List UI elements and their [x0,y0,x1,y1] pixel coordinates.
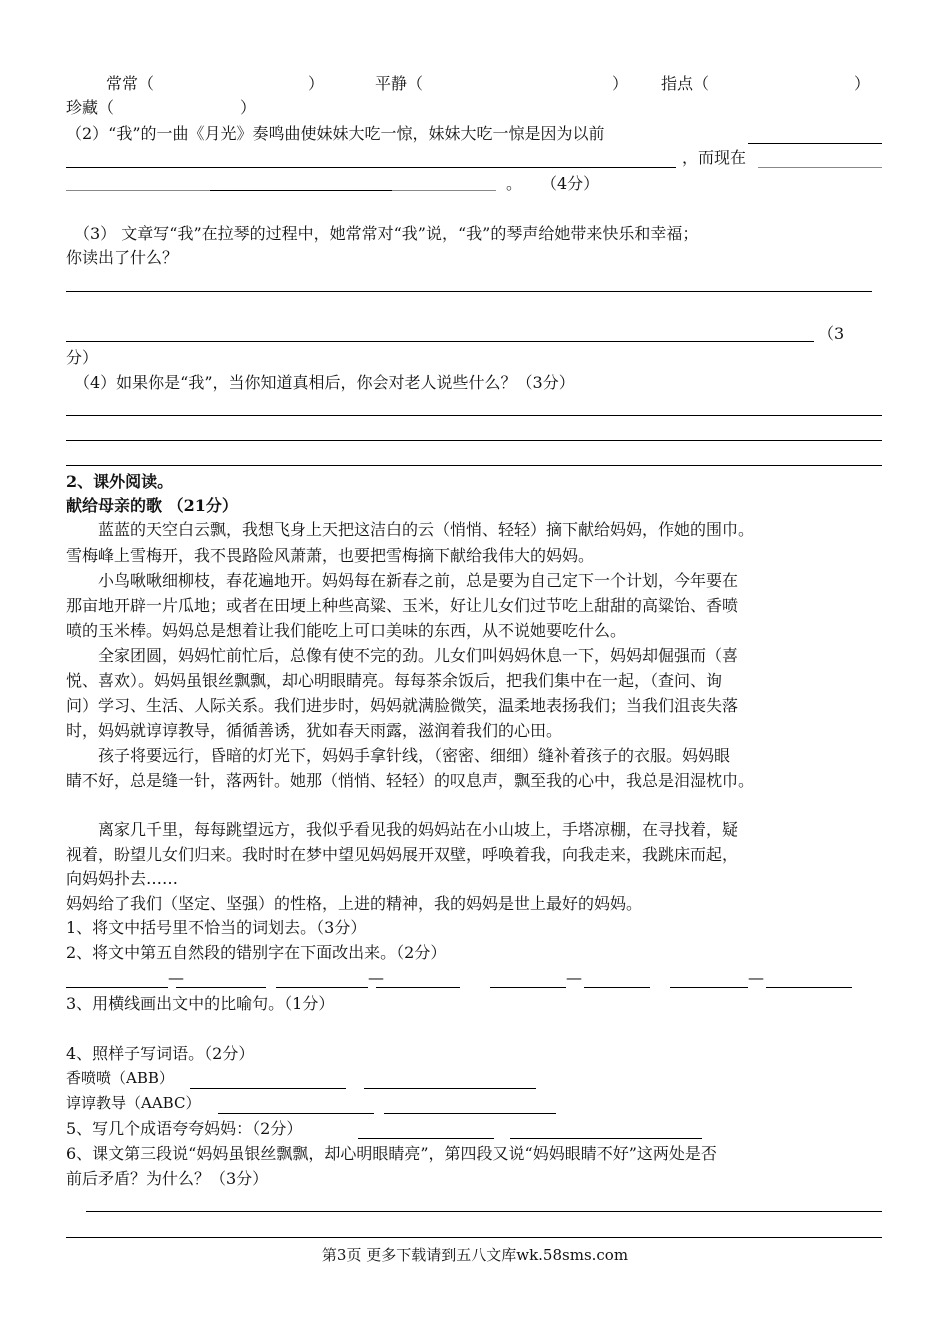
word-zhidian-open: 指点（ [661,74,710,93]
word-zhencang-close: ） [240,98,257,117]
page-footer: 第3页 更多下载请到五八文库wk.58sms.com [321,1246,629,1264]
q2-answer-line-1[interactable] [748,143,882,144]
q3-answer-line-1[interactable] [66,291,872,292]
passage-line: 悦、喜欢）。妈妈虽银丝飘飘，却心明眼睛亮。每每茶余饭后，把我们集中在一起，（查问、询 [66,671,723,690]
passage-line: 视着，盼望儿女们归来。我时时在梦中望见妈妈展开双壁，呼唤着我，向我走来，我跳床而起， [66,845,739,864]
q4-blank-a1[interactable] [190,1088,346,1089]
q4-blank-a2[interactable] [364,1088,536,1089]
section-heading: 2、课外阅读。 [66,472,174,491]
p2-q4: 4、照样子写词语。（2分） [66,1044,255,1063]
passage-line: 离家几千里，每每跳望远方，我似乎看见我的妈妈站在小山坡上，手塔凉棚，在寻找着，疑 [98,820,739,839]
word-changchang-close: ） [308,74,325,93]
correction-dash: — [748,968,764,987]
correction-blank-3a[interactable] [490,987,566,988]
passage-line: 孩子将要远行，昏暗的灯光下，妈妈手拿针线，（密密、细细）缝补着孩子的衣服。妈妈眼 [98,746,731,765]
q4-answer-line-3[interactable] [66,465,882,466]
passage-line: 睛不好，总是缝一针，落两针。她那（悄悄、轻轻）的叹息声，飘至我的心中，我总是泪湿枕巾。 [66,771,755,790]
correction-blank-2b[interactable] [376,987,460,988]
q4-text: （4）如果你是“我”，当你知道真相后，你会对老人说些什么？（3分） [74,373,575,392]
correction-blank-1a[interactable] [66,987,168,988]
word-changchang-open: 常常（ [106,74,155,93]
q2-text-a: （2）“我”的一曲《月光》奏鸣曲使妹妹大吃一惊，妹妹大吃一惊是因为以前 [66,124,605,143]
p2-q4-example-b: 谆谆教导（AABC） [66,1094,201,1112]
q4-answer-line-1[interactable] [66,415,882,416]
passage-line: 雪梅峰上雪梅开，我不畏路险风萧萧，也要把雪梅摘下献给我伟大的妈妈。 [66,546,595,565]
p2-q6-b: 前后矛盾？为什么？（3分） [66,1169,269,1188]
correction-blank-2a[interactable] [276,987,368,988]
footer-divider [66,1237,882,1238]
p2-q1: 1、将文中括号里不恰当的词划去。（3分） [66,918,367,937]
q3-answer-line-2[interactable] [66,341,814,342]
word-zhidian-close: ） [854,74,871,93]
word-pingjing-open: 平静（ [375,74,424,93]
passage-line: 问）学习、生活、人际关系。我们进步时，妈妈就满脸微笑，温柔地表扬我们；当我们沮丧失落 [66,696,739,715]
q3-text-b: 你读出了什么？ [66,248,179,267]
q2-score: （4分） [541,174,600,193]
passage-line: 时，妈妈就谆谆教导，循循善诱，犹如春天雨露，滋润着我们的心田。 [66,721,563,740]
word-zhencang-open: 珍藏（ [66,98,115,117]
q2-answer-line-3[interactable] [758,167,882,168]
passage-line: 小鸟啾啾细柳枝，春花遍地开。妈妈每在新春之前，总是要为自己定下一个计划，今年要在 [98,571,739,590]
q3-score-a: （3 [818,324,845,343]
p2-q4-example-a: 香喷喷（ABB） [66,1069,174,1087]
passage-line: 蓝蓝的天空白云飘，我想飞身上天把这洁白的云（悄悄、轻轻）摘下献给妈妈，作她的围巾。 [98,520,755,539]
word-pingjing-close: ） [612,74,629,93]
p2-q5: 5、写几个成语夸夸妈妈：（2分） [66,1119,303,1138]
correction-dash: — [368,968,384,987]
passage-line: 全家团圆，妈妈忙前忙后，总像有使不完的劲。儿女们叫妈妈休息一下，妈妈却倔强而（喜 [98,646,739,665]
passage-line: 那亩地开辟一片瓜地；或者在田埂上种些高粱、玉米，好让儿女们过节吃上甜甜的高粱饴、香喷 [66,596,739,615]
correction-dash: — [566,968,582,987]
passage-line: 喷的玉米棒。妈妈总是想着让我们能吃上可口美味的东西，从不说她要吃什么。 [66,621,627,640]
q5-blank-1[interactable] [358,1138,494,1139]
q2-period: 。 [506,174,523,193]
correction-blank-1b[interactable] [176,987,266,988]
q3-text-a: （3） 文章写“我”在拉琴的过程中，她常常对“我”说，“我”的琴声给她带来快乐和幸福； [74,224,699,243]
q2-answer-line-4-dark [210,190,392,191]
p2-q2: 2、将文中第五自然段的错别字在下面改出来。（2分） [66,943,447,962]
passage-line: 妈妈给了我们（坚定、坚强）的性格，上进的精神，我的妈妈是世上最好的妈妈。 [66,894,643,913]
correction-blank-4b[interactable] [766,987,852,988]
correction-dash: — [168,968,184,987]
passage-line: 向妈妈扑去…… [66,869,179,888]
correction-blank-3b[interactable] [584,987,650,988]
q2-answer-line-2[interactable] [66,167,676,168]
q3-score-b: 分） [66,348,99,367]
q4-blank-b1[interactable] [218,1113,374,1114]
q4-answer-line-2[interactable] [66,440,882,441]
q5-blank-2[interactable] [510,1138,702,1139]
q2-text-b: ，而现在 [682,148,747,167]
correction-blank-4a[interactable] [670,987,748,988]
passage-title: 献给母亲的歌 （21分） [66,496,238,515]
p2-q3: 3、用横线画出文中的比喻句。（1分） [66,994,335,1013]
q6-answer-line[interactable] [86,1211,882,1212]
q4-blank-b2[interactable] [384,1113,556,1114]
p2-q6-a: 6、课文第三段说“妈妈虽银丝飘飘，却心明眼睛亮”，第四段又说“妈妈眼睛不好”这两处是否 [66,1144,717,1163]
